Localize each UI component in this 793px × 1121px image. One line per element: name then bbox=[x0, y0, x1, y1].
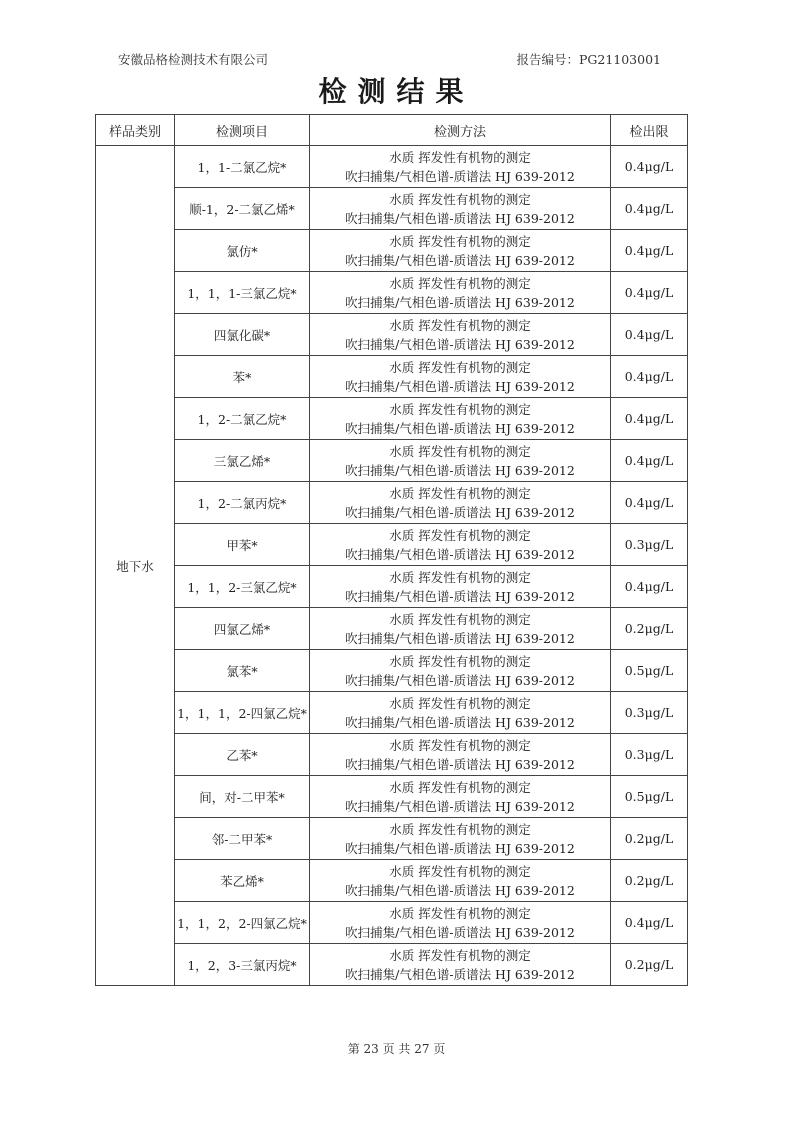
table-row bbox=[96, 776, 688, 818]
test-method-cell bbox=[310, 692, 611, 734]
test-method-cell bbox=[310, 146, 611, 188]
method-line-1: 水质 挥发性有机物的测定 bbox=[389, 779, 531, 795]
detection-limit-cell: 0.2μg/L bbox=[611, 944, 688, 986]
table-row bbox=[96, 188, 688, 230]
method-line-1: 水质 挥发性有机物的测定 bbox=[389, 149, 531, 165]
test-method-cell bbox=[310, 776, 611, 818]
method-line-1: 水质 挥发性有机物的测定 bbox=[389, 191, 531, 207]
test-item-cell: 四氯化碳* bbox=[175, 314, 310, 356]
table-row bbox=[96, 608, 688, 650]
detection-limit-cell: 0.4μg/L bbox=[611, 440, 688, 482]
column-header-test-item: 检测项目 bbox=[175, 115, 310, 146]
test-item-cell: 1，2-二氯丙烷* bbox=[175, 482, 310, 524]
method-line-2: 吹扫捕集/气相色谱-质谱法 HJ 639-2012 bbox=[345, 168, 575, 184]
table-row bbox=[96, 356, 688, 398]
detection-limit-cell: 0.4μg/L bbox=[611, 398, 688, 440]
detection-limit-cell: 0.2μg/L bbox=[611, 860, 688, 902]
test-method-cell bbox=[310, 524, 611, 566]
method-line-2: 吹扫捕集/气相色谱-质谱法 HJ 639-2012 bbox=[345, 462, 575, 478]
method-line-1: 水质 挥发性有机物的测定 bbox=[389, 401, 531, 417]
test-item-cell: 甲苯* bbox=[175, 524, 310, 566]
method-line-2: 吹扫捕集/气相色谱-质谱法 HJ 639-2012 bbox=[345, 630, 575, 646]
test-item-cell: 苯乙烯* bbox=[175, 860, 310, 902]
method-line-1: 水质 挥发性有机物的测定 bbox=[389, 863, 531, 879]
test-method-cell bbox=[310, 608, 611, 650]
method-line-2: 吹扫捕集/气相色谱-质谱法 HJ 639-2012 bbox=[345, 294, 575, 310]
detection-limit-cell: 0.4μg/L bbox=[611, 272, 688, 314]
table-row bbox=[96, 398, 688, 440]
method-line-1: 水质 挥发性有机物的测定 bbox=[389, 485, 531, 501]
method-line-2: 吹扫捕集/气相色谱-质谱法 HJ 639-2012 bbox=[345, 672, 575, 688]
test-method-cell bbox=[310, 818, 611, 860]
page-title: 检测结果 bbox=[318, 75, 475, 108]
method-line-2: 吹扫捕集/气相色谱-质谱法 HJ 639-2012 bbox=[345, 840, 575, 856]
table-row bbox=[96, 524, 688, 566]
table-row bbox=[96, 860, 688, 902]
table-row bbox=[96, 272, 688, 314]
table-row bbox=[96, 734, 688, 776]
test-item-cell: 1，1，1-三氯乙烷* bbox=[175, 272, 310, 314]
method-line-1: 水质 挥发性有机物的测定 bbox=[389, 611, 531, 627]
method-line-1: 水质 挥发性有机物的测定 bbox=[389, 233, 531, 249]
detection-limit-cell: 0.4μg/L bbox=[611, 902, 688, 944]
test-item-cell: 1，1，2-三氯乙烷* bbox=[175, 566, 310, 608]
test-item-cell: 邻-二甲苯* bbox=[175, 818, 310, 860]
detection-limit-cell: 0.4μg/L bbox=[611, 356, 688, 398]
test-item-cell: 三氯乙烯* bbox=[175, 440, 310, 482]
table-header-row bbox=[96, 115, 688, 146]
method-line-2: 吹扫捕集/气相色谱-质谱法 HJ 639-2012 bbox=[345, 966, 575, 982]
test-item-cell: 1，1，1，2-四氯乙烷* bbox=[175, 692, 310, 734]
test-method-cell bbox=[310, 650, 611, 692]
method-line-1: 水质 挥发性有机物的测定 bbox=[389, 317, 531, 333]
test-method-cell bbox=[310, 314, 611, 356]
table-row bbox=[96, 650, 688, 692]
method-line-2: 吹扫捕集/气相色谱-质谱法 HJ 639-2012 bbox=[345, 504, 575, 520]
method-line-2: 吹扫捕集/气相色谱-质谱法 HJ 639-2012 bbox=[345, 210, 575, 226]
test-item-cell: 间，对-二甲苯* bbox=[175, 776, 310, 818]
detection-limit-cell: 0.3μg/L bbox=[611, 524, 688, 566]
column-header-detection-limit: 检出限 bbox=[611, 115, 688, 146]
method-line-2: 吹扫捕集/气相色谱-质谱法 HJ 639-2012 bbox=[345, 546, 575, 562]
detection-limit-cell: 0.5μg/L bbox=[611, 776, 688, 818]
results-table bbox=[95, 114, 688, 986]
table-row bbox=[96, 818, 688, 860]
test-method-cell bbox=[310, 566, 611, 608]
detection-limit-cell: 0.4μg/L bbox=[611, 482, 688, 524]
method-line-2: 吹扫捕集/气相色谱-质谱法 HJ 639-2012 bbox=[345, 588, 575, 604]
test-method-cell bbox=[310, 356, 611, 398]
test-item-cell: 1，2，3-三氯丙烷* bbox=[175, 944, 310, 986]
method-line-2: 吹扫捕集/气相色谱-质谱法 HJ 639-2012 bbox=[345, 378, 575, 394]
test-method-cell bbox=[310, 398, 611, 440]
method-line-2: 吹扫捕集/气相色谱-质谱法 HJ 639-2012 bbox=[345, 924, 575, 940]
detection-limit-cell: 0.2μg/L bbox=[611, 608, 688, 650]
column-header-sample-category: 样品类别 bbox=[96, 115, 175, 146]
method-line-1: 水质 挥发性有机物的测定 bbox=[389, 443, 531, 459]
test-method-cell bbox=[310, 902, 611, 944]
method-line-2: 吹扫捕集/气相色谱-质谱法 HJ 639-2012 bbox=[345, 756, 575, 772]
company-name: 安徽品格检测技术有限公司 bbox=[118, 52, 269, 67]
detection-limit-cell: 0.4μg/L bbox=[611, 314, 688, 356]
method-line-2: 吹扫捕集/气相色谱-质谱法 HJ 639-2012 bbox=[345, 798, 575, 814]
page-number: 第 23 页 共 27 页 bbox=[347, 1042, 446, 1056]
detection-limit-cell: 0.5μg/L bbox=[611, 650, 688, 692]
test-method-cell bbox=[310, 944, 611, 986]
detection-limit-cell: 0.2μg/L bbox=[611, 818, 688, 860]
table-row bbox=[96, 566, 688, 608]
method-line-1: 水质 挥发性有机物的测定 bbox=[389, 947, 531, 963]
table-row bbox=[96, 314, 688, 356]
method-line-1: 水质 挥发性有机物的测定 bbox=[389, 359, 531, 375]
detection-limit-cell: 0.4μg/L bbox=[611, 230, 688, 272]
test-method-cell bbox=[310, 482, 611, 524]
test-item-cell: 氯仿* bbox=[175, 230, 310, 272]
test-item-cell: 乙苯* bbox=[175, 734, 310, 776]
method-line-2: 吹扫捕集/气相色谱-质谱法 HJ 639-2012 bbox=[345, 882, 575, 898]
test-item-cell: 1，2-二氯乙烷* bbox=[175, 398, 310, 440]
table-body bbox=[96, 146, 688, 986]
detection-limit-cell: 0.4μg/L bbox=[611, 566, 688, 608]
test-item-cell: 1，1-二氯乙烷* bbox=[175, 146, 310, 188]
test-method-cell bbox=[310, 188, 611, 230]
test-item-cell: 四氯乙烯* bbox=[175, 608, 310, 650]
test-item-cell: 顺-1，2-二氯乙烯* bbox=[175, 188, 310, 230]
method-line-2: 吹扫捕集/气相色谱-质谱法 HJ 639-2012 bbox=[345, 252, 575, 268]
test-method-cell bbox=[310, 272, 611, 314]
detection-limit-cell: 0.3μg/L bbox=[611, 734, 688, 776]
test-item-cell: 苯* bbox=[175, 356, 310, 398]
test-item-cell: 氯苯* bbox=[175, 650, 310, 692]
table-row bbox=[96, 692, 688, 734]
report-number: 报告编号：PG21103001 bbox=[516, 52, 661, 67]
test-method-cell bbox=[310, 440, 611, 482]
table-row bbox=[96, 230, 688, 272]
method-line-2: 吹扫捕集/气相色谱-质谱法 HJ 639-2012 bbox=[345, 420, 575, 436]
method-line-1: 水质 挥发性有机物的测定 bbox=[389, 821, 531, 837]
method-line-1: 水质 挥发性有机物的测定 bbox=[389, 737, 531, 753]
detection-limit-cell: 0.4μg/L bbox=[611, 146, 688, 188]
table-row bbox=[96, 902, 688, 944]
test-method-cell bbox=[310, 860, 611, 902]
table-row bbox=[96, 482, 688, 524]
method-line-2: 吹扫捕集/气相色谱-质谱法 HJ 639-2012 bbox=[345, 714, 575, 730]
method-line-1: 水质 挥发性有机物的测定 bbox=[389, 905, 531, 921]
test-method-cell bbox=[310, 230, 611, 272]
method-line-1: 水质 挥发性有机物的测定 bbox=[389, 527, 531, 543]
test-method-cell bbox=[310, 734, 611, 776]
column-header-test-method: 检测方法 bbox=[310, 115, 611, 146]
test-item-cell: 1，1，2，2-四氯乙烷* bbox=[175, 902, 310, 944]
detection-limit-cell: 0.3μg/L bbox=[611, 692, 688, 734]
detection-limit-cell: 0.4μg/L bbox=[611, 188, 688, 230]
table-row bbox=[96, 146, 688, 188]
method-line-1: 水质 挥发性有机物的测定 bbox=[389, 653, 531, 669]
table-row bbox=[96, 440, 688, 482]
method-line-1: 水质 挥发性有机物的测定 bbox=[389, 275, 531, 291]
method-line-1: 水质 挥发性有机物的测定 bbox=[389, 695, 531, 711]
method-line-2: 吹扫捕集/气相色谱-质谱法 HJ 639-2012 bbox=[345, 336, 575, 352]
method-line-1: 水质 挥发性有机物的测定 bbox=[389, 569, 531, 585]
table-row bbox=[96, 944, 688, 986]
sample-category-cell: 地下水 bbox=[96, 146, 175, 986]
